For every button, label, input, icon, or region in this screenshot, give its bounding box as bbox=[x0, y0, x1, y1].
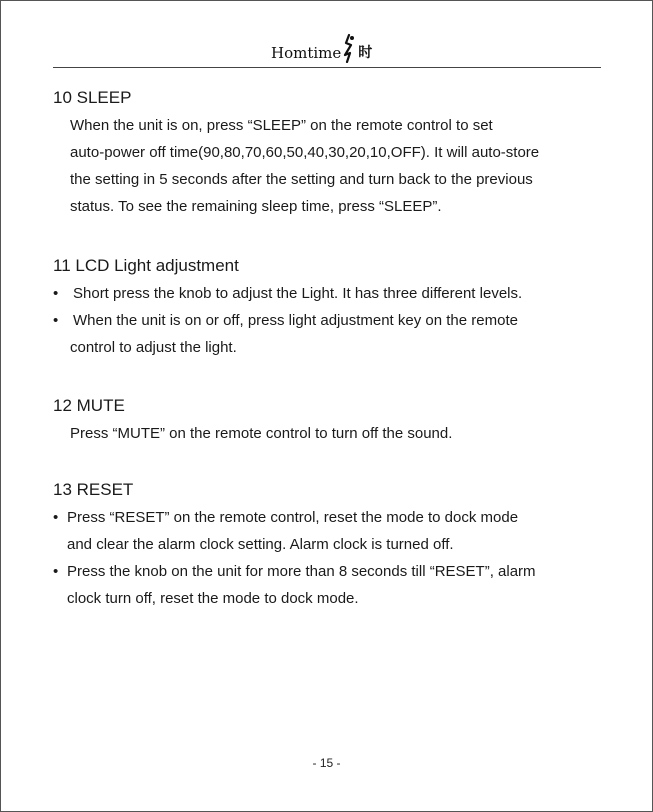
bullet-text: Short press the knob to adjust the Light. It has three different levels. bbox=[73, 285, 523, 302]
section-mute bbox=[53, 395, 613, 447]
clock-figure-icon bbox=[341, 33, 357, 63]
bullet-text: When the unit is on or off, press light adjustment key on the remote bbox=[73, 312, 518, 329]
body-line: Press “MUTE” on the remote control to turn off the sound. bbox=[70, 425, 453, 442]
bullet-item bbox=[53, 307, 613, 361]
section-reset bbox=[53, 479, 613, 612]
bullet-mark: • bbox=[53, 312, 59, 329]
bullet-text-continued: control to adjust the light. bbox=[70, 339, 237, 356]
body-line: status. To see the remaining sleep time, press “SLEEP”. bbox=[70, 198, 442, 215]
bullet-text-continued: clock turn off, reset the mode to dock mode. bbox=[67, 590, 359, 607]
bullet-mark: • bbox=[53, 509, 59, 526]
section-body bbox=[53, 112, 613, 220]
section-heading: 13 RESET bbox=[53, 480, 134, 499]
bullet-item bbox=[53, 558, 613, 612]
bullet-text: Press “RESET” on the remote control, reset the mode to dock mode bbox=[67, 509, 519, 526]
bullet-mark: • bbox=[53, 563, 59, 580]
section-heading: 11 LCD Light adjustment bbox=[53, 256, 239, 275]
bullet-item bbox=[53, 504, 613, 558]
page-number: - 15 - bbox=[312, 756, 341, 770]
header-divider bbox=[53, 67, 601, 68]
section-heading: 10 SLEEP bbox=[53, 88, 132, 107]
bullet-mark: • bbox=[53, 285, 59, 302]
brand-logo bbox=[271, 29, 372, 63]
brand-cjk-mark: 时 bbox=[358, 45, 373, 61]
section-heading: 12 MUTE bbox=[53, 396, 125, 415]
brand-name: Homtime bbox=[271, 44, 342, 62]
section-sleep bbox=[53, 87, 613, 220]
body-line: When the unit is on, press “SLEEP” on the remote control to set bbox=[70, 117, 493, 134]
bullet-text: Press the knob on the unit for more than 8 seconds till “RESET”, alarm bbox=[67, 563, 536, 580]
bullet-text-continued: and clear the alarm clock setting. Alarm clock is turned off. bbox=[67, 536, 454, 553]
section-lcd-light bbox=[53, 255, 613, 361]
body-line: auto-power off time(90,80,70,60,50,40,30,20,10,OFF). It will auto-store bbox=[70, 144, 540, 161]
bullet-item bbox=[53, 280, 613, 307]
section-body bbox=[53, 420, 613, 447]
body-line: the setting in 5 seconds after the setting and turn back to the previous bbox=[70, 171, 533, 188]
